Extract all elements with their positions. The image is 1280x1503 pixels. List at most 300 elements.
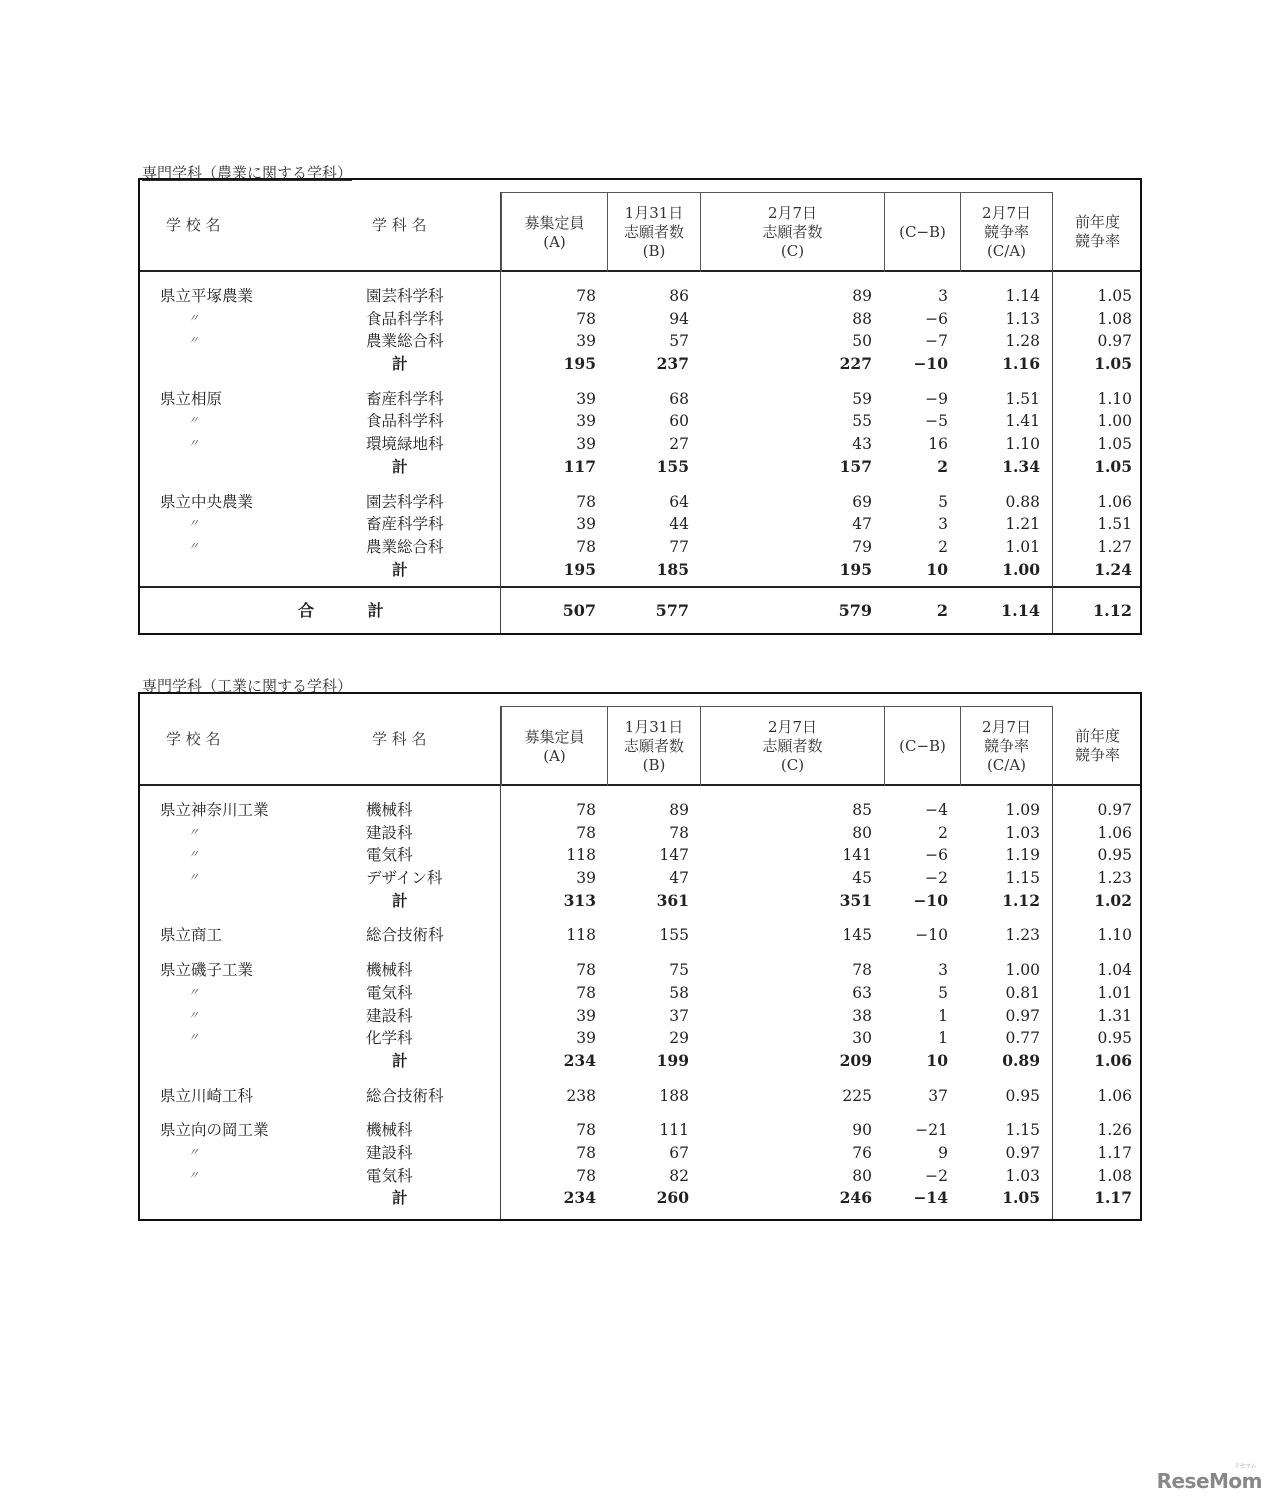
value-D: 2 [938, 823, 948, 842]
dept-name: 食品科学科 [366, 412, 444, 431]
header-line: (B) [642, 756, 666, 774]
header-col-C [700, 706, 885, 786]
header-col-D [884, 706, 961, 786]
header-line: (C/A) [986, 242, 1027, 260]
dept-name: 電気科 [366, 846, 413, 865]
header-line: 競争率 [983, 737, 1029, 755]
value-F: 1.04 [1097, 961, 1132, 980]
header-line: 競争率 [983, 223, 1029, 241]
column-divider [1052, 784, 1053, 1219]
table-row [140, 1142, 1140, 1165]
value-F: 1.08 [1097, 1166, 1132, 1185]
school-name: 県立向の岡工業 [160, 1121, 269, 1140]
subtotal-label: 計 [392, 456, 408, 476]
ditto-mark: 〃 [188, 871, 199, 885]
value-A: 78 [576, 309, 596, 328]
value-C: 80 [852, 1166, 872, 1185]
spacer [140, 1107, 1140, 1119]
header-col-F [1053, 192, 1142, 272]
value-C: 88 [852, 309, 872, 328]
subtotal-row [140, 559, 1140, 582]
value-D: 3 [938, 961, 948, 980]
value-A: 78 [576, 537, 596, 556]
value-E: 1.51 [1005, 389, 1040, 408]
table-row [140, 1005, 1140, 1028]
subtotal-B: 185 [656, 559, 689, 579]
header-col-F [1053, 706, 1142, 786]
value-A: 78 [576, 1166, 596, 1185]
value-E: 1.21 [1005, 515, 1040, 534]
ditto-mark: 〃 [188, 539, 199, 553]
value-B: 94 [669, 309, 689, 328]
header-col-E [960, 192, 1053, 272]
value-B: 147 [659, 846, 689, 865]
header-line: 2月7日 [767, 718, 818, 736]
column-divider [500, 706, 501, 1219]
spacer [140, 1073, 1140, 1085]
subtotal-F: 1.05 [1094, 354, 1132, 374]
value-C: 43 [852, 435, 872, 454]
subtotal-F: 1.24 [1094, 559, 1132, 579]
ditto-mark: 〃 [188, 334, 199, 348]
value-D: 3 [938, 515, 948, 534]
header-line: 2月7日 [981, 204, 1032, 222]
value-E: 1.15 [1005, 869, 1040, 888]
table-row [140, 844, 1140, 867]
table-row [140, 924, 1140, 947]
school-name: 県立磯子工業 [160, 961, 254, 980]
value-F: 0.97 [1097, 801, 1132, 819]
value-E: 1.13 [1005, 309, 1040, 328]
table-row [140, 822, 1140, 845]
value-D: 1 [938, 1029, 948, 1048]
subtotal-row [140, 353, 1140, 376]
subtotal-D: −10 [913, 354, 948, 374]
table-row [140, 410, 1140, 433]
table-row [140, 285, 1140, 308]
value-F: 0.97 [1097, 332, 1132, 351]
value-A: 78 [576, 983, 596, 1002]
header-col-A [501, 192, 608, 272]
value-B: 77 [669, 537, 689, 556]
subtotal-label: 計 [392, 559, 408, 579]
subtotal-B: 237 [656, 354, 689, 374]
value-E: 1.14 [1005, 287, 1040, 305]
value-C: 225 [842, 1086, 872, 1105]
value-A: 78 [576, 801, 596, 819]
spacer [140, 947, 1140, 959]
value-A: 78 [576, 1143, 596, 1162]
applicant-table [138, 692, 1142, 1221]
subtotal-A: 313 [563, 890, 596, 910]
logo-ruby: リセマム [1234, 1463, 1256, 1470]
total-F: 1.12 [1093, 601, 1132, 621]
header-line: (C−B) [899, 223, 946, 241]
header-line: (C) [780, 756, 805, 774]
header-dept: 学 科 名 [372, 730, 427, 748]
dept-name: 園芸科学科 [366, 287, 444, 305]
table-row [140, 1085, 1140, 1108]
subtotal-label: 計 [392, 1050, 408, 1070]
subtotal-B: 199 [656, 1050, 689, 1070]
header-line: 競争率 [1074, 746, 1120, 764]
header-line: 募集定員 [524, 727, 585, 746]
value-C: 85 [852, 801, 872, 819]
value-B: 29 [669, 1029, 689, 1048]
ditto-mark: 〃 [188, 437, 199, 451]
value-E: 1.09 [1005, 801, 1040, 819]
ditto-mark: 〃 [188, 517, 199, 531]
subtotal-C: 195 [839, 559, 872, 579]
value-F: 1.27 [1097, 537, 1132, 556]
subtotal-A: 195 [563, 354, 596, 374]
value-D: 2 [938, 537, 948, 556]
header-line: (C−B) [899, 737, 946, 755]
subtotal-row [140, 1050, 1140, 1073]
value-C: 79 [852, 537, 872, 556]
dept-name: 機械科 [366, 1121, 413, 1140]
value-D: 3 [938, 287, 948, 305]
value-B: 188 [659, 1086, 689, 1105]
value-D: −9 [925, 389, 948, 408]
dept-name: 畜産科学科 [366, 515, 444, 534]
dept-name: 農業総合科 [366, 332, 444, 351]
value-A: 78 [576, 287, 596, 305]
school-name: 県立商工 [160, 926, 223, 945]
value-B: 64 [669, 492, 689, 511]
table-row [140, 388, 1140, 411]
value-E: 0.77 [1005, 1029, 1040, 1048]
header-line: (C) [780, 242, 805, 260]
column-divider [1052, 270, 1053, 633]
subtotal-E: 1.16 [1002, 354, 1040, 374]
value-B: 37 [669, 1006, 689, 1025]
table-row [140, 513, 1140, 536]
value-B: 86 [669, 287, 689, 305]
table-row [140, 1119, 1140, 1142]
header-line: (C/A) [986, 756, 1027, 774]
value-A: 118 [566, 926, 596, 945]
table-row [140, 799, 1140, 822]
value-C: 78 [852, 961, 872, 980]
value-F: 1.31 [1097, 1006, 1132, 1025]
value-B: 44 [669, 515, 689, 534]
value-B: 58 [669, 983, 689, 1002]
value-D: −2 [925, 869, 948, 888]
value-C: 69 [852, 492, 872, 511]
subtotal-B: 260 [656, 1188, 689, 1208]
table-header [140, 180, 1140, 272]
dept-name: 総合技術科 [366, 926, 444, 945]
value-B: 155 [659, 926, 689, 945]
value-C: 145 [842, 926, 872, 945]
value-D: −7 [925, 332, 948, 351]
dept-name: 建設科 [366, 823, 413, 842]
subtotal-row [140, 1187, 1140, 1210]
dept-name: 総合技術科 [366, 1086, 444, 1105]
grand-total-row [140, 586, 1140, 633]
dept-name: デザイン科 [366, 869, 443, 888]
value-B: 47 [669, 869, 689, 888]
subtotal-D: −10 [913, 890, 948, 910]
value-B: 75 [669, 961, 689, 980]
subtotal-C: 351 [839, 890, 872, 910]
spacer [140, 1210, 1140, 1219]
value-C: 141 [842, 846, 872, 865]
value-A: 78 [576, 961, 596, 980]
value-A: 39 [576, 389, 596, 408]
header-line: (B) [642, 242, 666, 260]
subtotal-A: 117 [563, 456, 596, 476]
header-line: 前年度 [1074, 213, 1120, 231]
dept-name: 建設科 [366, 1006, 413, 1025]
value-C: 63 [852, 983, 872, 1002]
value-E: 1.01 [1005, 537, 1040, 556]
header-line: (A) [543, 746, 566, 765]
value-D: 37 [928, 1086, 948, 1105]
value-A: 78 [576, 1121, 596, 1140]
table-row [140, 1027, 1140, 1050]
value-C: 50 [852, 332, 872, 351]
subtotal-F: 1.17 [1094, 1188, 1132, 1208]
value-A: 39 [576, 515, 596, 534]
value-C: 90 [852, 1121, 872, 1140]
header-line: 志願者数 [623, 737, 684, 755]
value-A: 39 [576, 1029, 596, 1048]
subtotal-row [140, 456, 1140, 479]
value-B: 82 [669, 1166, 689, 1185]
spacer [140, 786, 1140, 799]
value-E: 1.15 [1005, 1121, 1040, 1140]
value-D: 5 [938, 983, 948, 1002]
ditto-mark: 〃 [188, 414, 199, 428]
grand-total-label: 合 計 [298, 601, 408, 621]
value-E: 1.03 [1005, 823, 1040, 842]
header-col-B [607, 706, 701, 786]
value-F: 0.95 [1097, 846, 1132, 865]
value-F: 1.06 [1097, 823, 1132, 842]
value-A: 39 [576, 412, 596, 431]
value-E: 1.41 [1005, 412, 1040, 431]
ditto-mark: 〃 [188, 1168, 199, 1182]
value-F: 1.06 [1097, 492, 1132, 511]
subtotal-row [140, 890, 1140, 913]
value-D: −6 [925, 309, 948, 328]
header-col-B [607, 192, 701, 272]
subtotal-B: 155 [656, 456, 689, 476]
subtotal-F: 1.05 [1094, 456, 1132, 476]
value-F: 1.05 [1097, 287, 1132, 305]
subtotal-F: 1.02 [1094, 890, 1132, 910]
value-A: 39 [576, 1006, 596, 1025]
value-C: 30 [852, 1029, 872, 1048]
value-E: 0.88 [1005, 492, 1040, 511]
value-C: 89 [852, 287, 872, 305]
value-C: 80 [852, 823, 872, 842]
value-D: 1 [938, 1006, 948, 1025]
value-E: 1.03 [1005, 1166, 1040, 1185]
header-school: 学 校 名 [166, 730, 221, 748]
value-F: 1.00 [1097, 412, 1132, 431]
value-F: 1.05 [1097, 435, 1132, 454]
value-D: −10 [915, 926, 948, 945]
header-line: (A) [543, 232, 566, 251]
value-D: 9 [938, 1143, 948, 1162]
value-E: 1.00 [1005, 961, 1040, 980]
value-A: 78 [576, 492, 596, 511]
value-D: −21 [915, 1121, 948, 1140]
value-D: −6 [925, 846, 948, 865]
dept-name: 食品科学科 [366, 309, 444, 328]
subtotal-B: 361 [656, 890, 689, 910]
value-F: 1.08 [1097, 309, 1132, 328]
ditto-mark: 〃 [188, 825, 199, 839]
table-row [140, 330, 1140, 353]
value-F: 1.06 [1097, 1086, 1132, 1105]
column-divider [500, 192, 501, 633]
section-title: 専門学科（工業に関する学科） [142, 677, 353, 695]
value-F: 1.23 [1097, 869, 1132, 888]
total-A: 507 [562, 601, 596, 621]
value-A: 39 [576, 332, 596, 351]
dept-name: 電気科 [366, 1166, 413, 1185]
subtotal-D: 10 [926, 559, 948, 579]
header-line: 競争率 [1074, 232, 1120, 250]
subtotal-A: 234 [563, 1050, 596, 1070]
value-B: 60 [669, 412, 689, 431]
spacer [140, 376, 1140, 388]
school-name: 県立相原 [160, 389, 223, 408]
value-C: 76 [852, 1143, 872, 1162]
table-row [140, 959, 1140, 982]
value-E: 0.97 [1005, 1006, 1040, 1025]
subtotal-D: −14 [913, 1188, 948, 1208]
subtotal-A: 195 [563, 559, 596, 579]
school-name: 県立神奈川工業 [160, 801, 269, 819]
header-line: 志願者数 [762, 737, 823, 755]
value-A: 118 [566, 846, 596, 865]
value-E: 1.28 [1005, 332, 1040, 351]
header-col-D [884, 192, 961, 272]
value-B: 27 [669, 435, 689, 454]
dept-name: 農業総合科 [366, 537, 444, 556]
table-body [140, 786, 1140, 1219]
subtotal-label: 計 [392, 1188, 408, 1208]
section-title: 専門学科（農業に関する学科） [142, 164, 353, 182]
header-line: 募集定員 [524, 213, 585, 232]
subtotal-E: 1.34 [1002, 456, 1040, 476]
subtotal-D: 2 [937, 456, 948, 476]
table-row [140, 1165, 1140, 1188]
subtotal-C: 246 [839, 1188, 872, 1208]
subtotal-D: 10 [926, 1050, 948, 1070]
value-D: 16 [928, 435, 948, 454]
total-E: 1.14 [1001, 601, 1040, 621]
subtotal-E: 1.12 [1002, 890, 1040, 910]
dept-name: 電気科 [366, 983, 413, 1002]
dept-name: 園芸科学科 [366, 492, 444, 511]
total-D: 2 [936, 601, 948, 621]
dept-name: 建設科 [366, 1143, 413, 1162]
value-F: 1.51 [1097, 515, 1132, 534]
value-D: −5 [925, 412, 948, 431]
value-E: 0.81 [1005, 983, 1040, 1002]
value-F: 1.01 [1097, 983, 1132, 1002]
header-school: 学 校 名 [166, 216, 221, 234]
value-B: 57 [669, 332, 689, 351]
value-B: 89 [669, 801, 689, 819]
ditto-mark: 〃 [188, 848, 199, 862]
value-D: 5 [938, 492, 948, 511]
spacer [140, 912, 1140, 924]
school-name: 県立川崎工科 [160, 1086, 254, 1105]
subtotal-E: 1.05 [1002, 1188, 1040, 1208]
header-line: 1月31日 [624, 204, 684, 222]
header-col-E [960, 706, 1053, 786]
subtotal-F: 1.06 [1094, 1050, 1132, 1070]
header-line: 前年度 [1074, 727, 1120, 745]
value-D: −2 [925, 1166, 948, 1185]
header-line: 志願者数 [762, 223, 823, 241]
value-B: 78 [669, 823, 689, 842]
table-row [140, 308, 1140, 331]
dept-name: 機械科 [366, 801, 413, 819]
value-F: 1.26 [1097, 1121, 1132, 1140]
ditto-mark: 〃 [188, 1008, 199, 1022]
value-B: 68 [669, 389, 689, 408]
value-E: 0.95 [1005, 1086, 1040, 1105]
subtotal-C: 157 [839, 456, 872, 476]
value-E: 1.19 [1005, 846, 1040, 865]
header-col-C [700, 192, 885, 272]
subtotal-label: 計 [392, 354, 408, 374]
value-F: 1.10 [1097, 389, 1132, 408]
value-B: 67 [669, 1143, 689, 1162]
value-A: 39 [576, 869, 596, 888]
header-line: 1月31日 [624, 718, 684, 736]
header-line: 2月7日 [767, 204, 818, 222]
value-E: 0.97 [1005, 1143, 1040, 1162]
table-row [140, 867, 1140, 890]
value-E: 1.10 [1005, 435, 1040, 454]
subtotal-C: 209 [839, 1050, 872, 1070]
ditto-mark: 〃 [188, 1145, 199, 1159]
ditto-mark: 〃 [188, 311, 199, 325]
total-C: 579 [838, 601, 872, 621]
value-C: 38 [852, 1006, 872, 1025]
value-F: 1.17 [1097, 1143, 1132, 1162]
value-A: 39 [576, 435, 596, 454]
value-E: 1.23 [1005, 926, 1040, 945]
dept-name: 化学科 [366, 1029, 413, 1048]
dept-name: 環境緑地科 [366, 435, 444, 454]
table-row [140, 982, 1140, 1005]
subtotal-E: 0.89 [1002, 1050, 1040, 1070]
resemom-logo [1156, 1463, 1262, 1493]
value-C: 47 [852, 515, 872, 534]
table-body [140, 272, 1140, 586]
header-dept: 学 科 名 [372, 216, 427, 234]
header-line: 2月7日 [981, 718, 1032, 736]
spacer [140, 479, 1140, 491]
value-A: 238 [566, 1086, 596, 1105]
table-header [140, 694, 1140, 786]
ditto-mark: 〃 [188, 985, 199, 999]
subtotal-label: 計 [392, 890, 408, 910]
school-name: 県立平塚農業 [160, 287, 254, 305]
spacer [140, 272, 1140, 285]
value-F: 0.95 [1097, 1029, 1132, 1048]
